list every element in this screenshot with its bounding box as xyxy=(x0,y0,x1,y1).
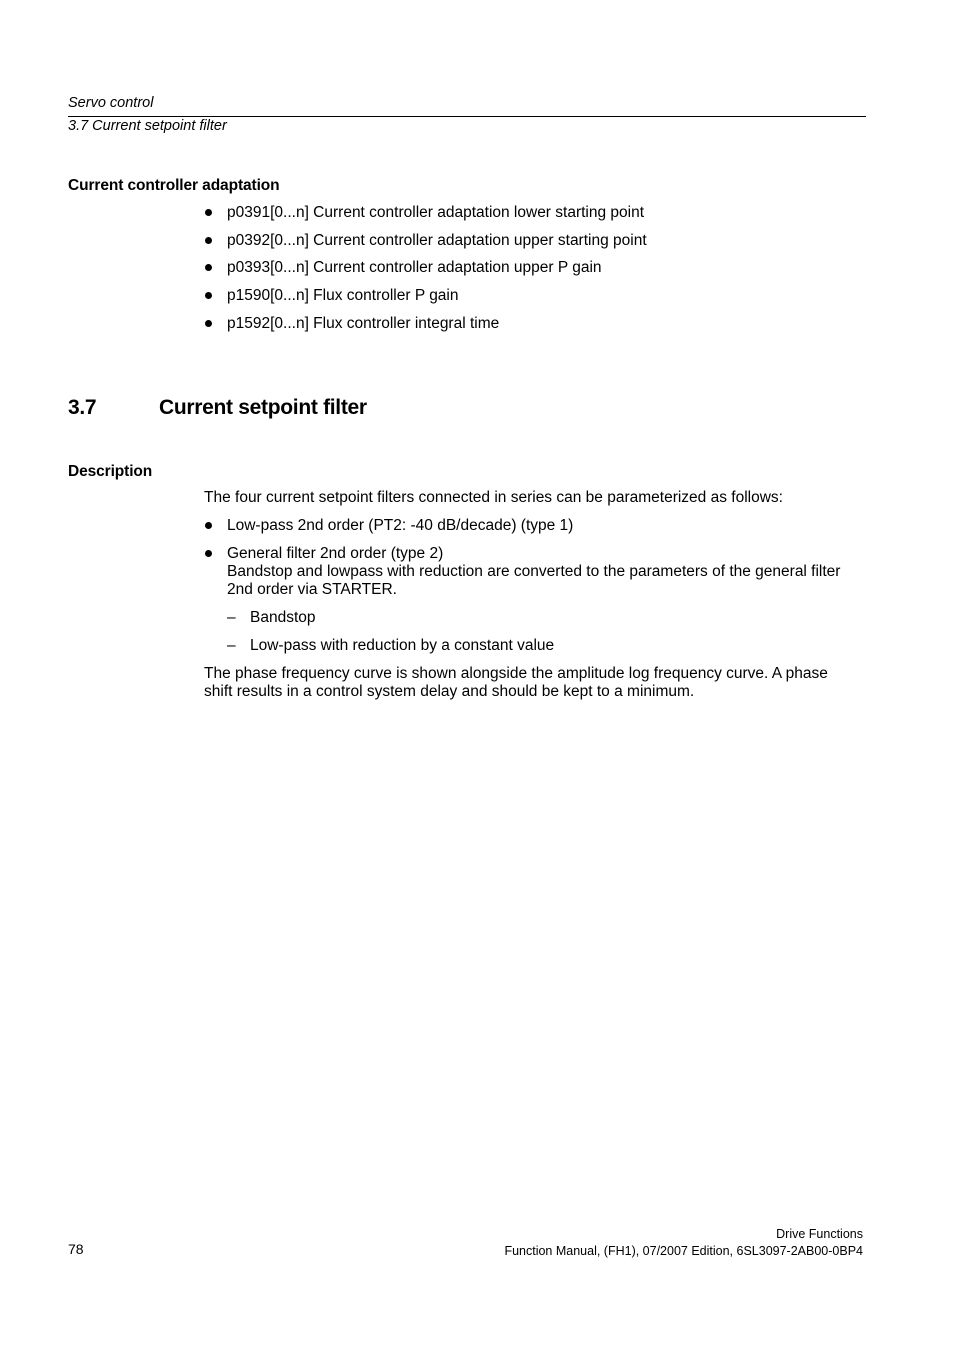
bullet-icon xyxy=(205,209,212,216)
description-intro: The four current setpoint filters connected in series can be parameterized as follows: xyxy=(204,489,783,506)
header-divider xyxy=(68,116,866,117)
footer-doc-info: Function Manual, (FH1), 07/2007 Edition, 6SL3097-2AB00-0BP4 xyxy=(504,1244,863,1258)
bullet-icon xyxy=(205,237,212,244)
closing-paragraph-line-2: shift results in a control system delay and should be kept to a minimum. xyxy=(204,683,695,700)
header-section: 3.7 Current setpoint filter xyxy=(68,118,227,134)
description-heading: Description xyxy=(68,463,153,480)
sub-list-item-text: Bandstop xyxy=(250,609,316,626)
header-chapter: Servo control xyxy=(68,95,154,111)
footer-doc-title: Drive Functions xyxy=(776,1227,863,1241)
bullet-icon xyxy=(205,550,212,557)
bullet-icon xyxy=(205,292,212,299)
list-item-text: p1590[0...n] Flux controller P gain xyxy=(227,287,459,304)
bullet-icon xyxy=(205,264,212,271)
adaptation-heading: Current controller adaptation xyxy=(68,177,280,194)
bullet-icon xyxy=(205,522,212,529)
list-item-text: p1592[0...n] Flux controller integral time xyxy=(227,315,500,332)
bullet-icon xyxy=(205,320,212,327)
section-title: Current setpoint filter xyxy=(159,396,367,419)
list-item-text: p0392[0...n] Current controller adaptation upper starting point xyxy=(227,232,647,249)
list-item-text: Low-pass 2nd order (PT2: -40 dB/decade) (type 1) xyxy=(227,517,574,534)
list-item-text: General filter 2nd order (type 2) xyxy=(227,545,444,562)
sub-list-item-text: Low-pass with reduction by a constant value xyxy=(250,637,555,654)
list-item-text: p0391[0...n] Current controller adaptation lower starting point xyxy=(227,204,645,221)
dash-marker: – xyxy=(227,609,236,626)
dash-marker: – xyxy=(227,637,236,654)
page-number: 78 xyxy=(68,1241,84,1257)
section-number: 3.7 xyxy=(68,396,97,419)
list-item-text: 2nd order via STARTER. xyxy=(227,581,397,598)
list-item-text: p0393[0...n] Current controller adaptation upper P gain xyxy=(227,259,602,276)
list-item-text: Bandstop and lowpass with reduction are converted to the parameters of the general filter xyxy=(227,563,841,580)
closing-paragraph-line-1: The phase frequency curve is shown alongside the amplitude log frequency curve. A phase xyxy=(204,665,828,682)
